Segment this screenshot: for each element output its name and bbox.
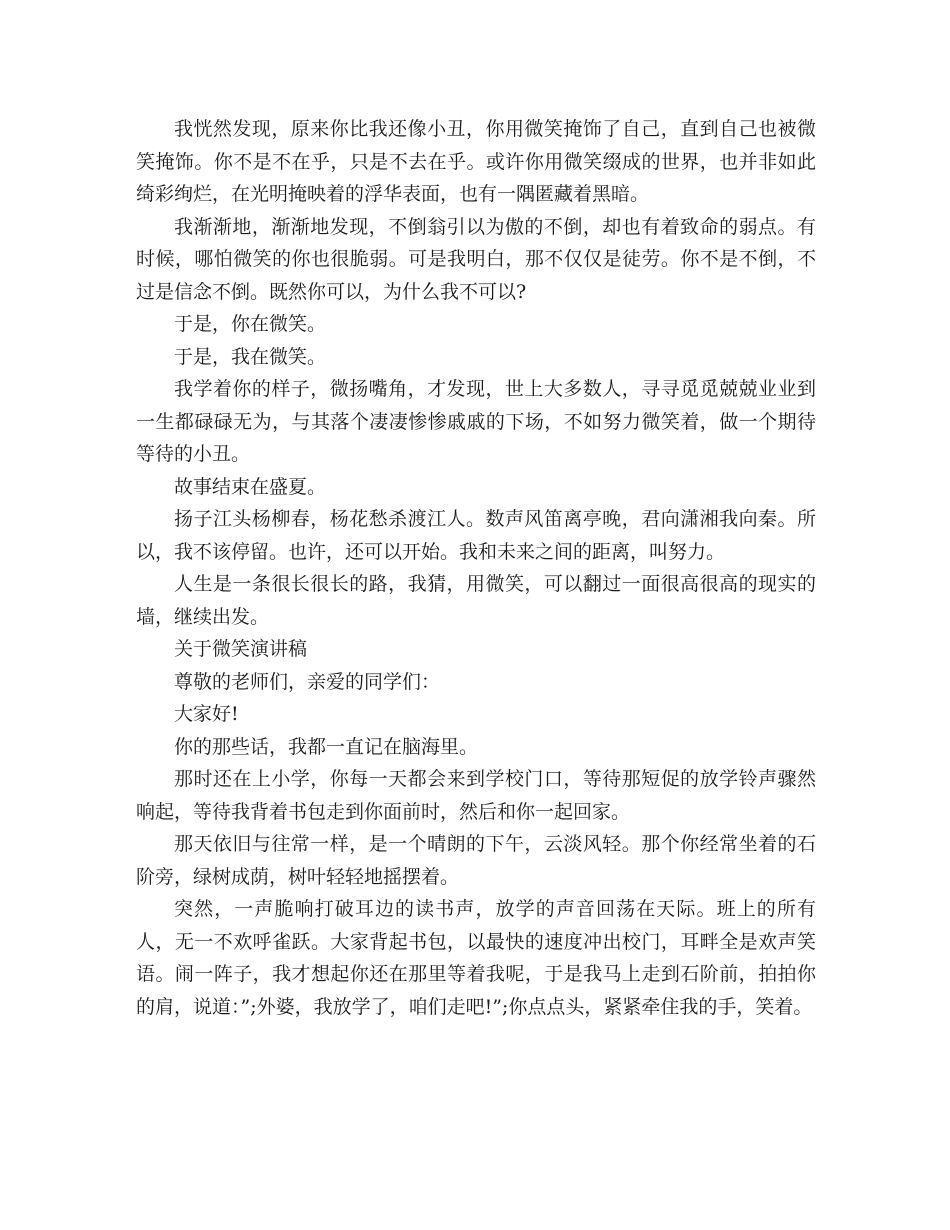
- paragraph: 突然，一声脆响打破耳边的读书声，放学的声音回荡在天际。班上的所有人，无一不欢呼雀跃。大家背起书包，以最快的速度冲出校门，耳畔全是欢声笑语。闹一阵子，我才想起你还在那里等着我呢，于是我马上走到石阶前，拍拍你的肩，说道：”;外婆，我放学了，咱们走吧!”;你点点头，紧紧牵住我的手，笑着。: [136, 898, 816, 1018]
- greeting: 大家好!: [174, 703, 239, 725]
- paragraph: 于是，我在微笑。: [174, 345, 327, 368]
- section-title: 关于微笑演讲稿: [174, 638, 308, 660]
- document-page: [136, 113, 816, 1023]
- paragraph: 故事结束在盛夏。: [174, 475, 327, 498]
- paragraph: 我恍然发现，原来你比我还像小丑，你用微笑掩饰了自己，直到自己也被微笑掩饰。你不是不在乎，只是不去在乎。或许你用微笑缀成的世界，也并非如此绮彩绚烂，在光明掩映着的浮华表面，也有一隅匿藏着黑暗。: [136, 118, 816, 205]
- paragraph: 扬子江头杨柳春，杨花愁杀渡江人。数声风笛离亭晚，君向潇湘我向秦。所以，我不该停留。也许，还可以开始。我和未来之间的距离，叫努力。: [136, 508, 816, 563]
- paragraph: 我学着你的样子，微扬嘴角，才发现，世上大多数人，寻寻觅觅兢兢业业到一生都碌碌无为，与其落个凄凄惨惨戚戚的下场，不如努力微笑着，做一个期待等待的小丑。: [136, 378, 816, 465]
- paragraph: 那天依旧与往常一样，是一个晴朗的下午，云淡风轻。那个你经常坐着的石阶旁，绿树成荫，树叶轻轻地摇摆着。: [136, 833, 816, 888]
- paragraph: 我渐渐地，渐渐地发现，不倒翁引以为傲的不倒，却也有着致命的弱点。有时候，哪怕微笑的你也很脆弱。可是我明白，那不仅仅是徒劳。你不是不倒，不过是信念不倒。既然你可以，为什么我不可以?: [136, 215, 816, 303]
- salutation: 尊敬的老师们，亲爱的同学们：: [174, 670, 441, 693]
- paragraph: 那时还在上小学，你每一天都会来到学校门口，等待那短促的放学铃声骤然响起，等待我背着书包走到你面前时，然后和你一起回家。: [136, 768, 816, 823]
- paragraph: 于是，你在微笑。: [174, 313, 327, 335]
- paragraph: 你的那些话，我都一直记在脑海里。: [174, 735, 479, 758]
- paragraph: 人生是一条很长很长的路，我猜，用微笑，可以翻过一面很高很高的现实的墙，继续出发。: [136, 573, 816, 628]
